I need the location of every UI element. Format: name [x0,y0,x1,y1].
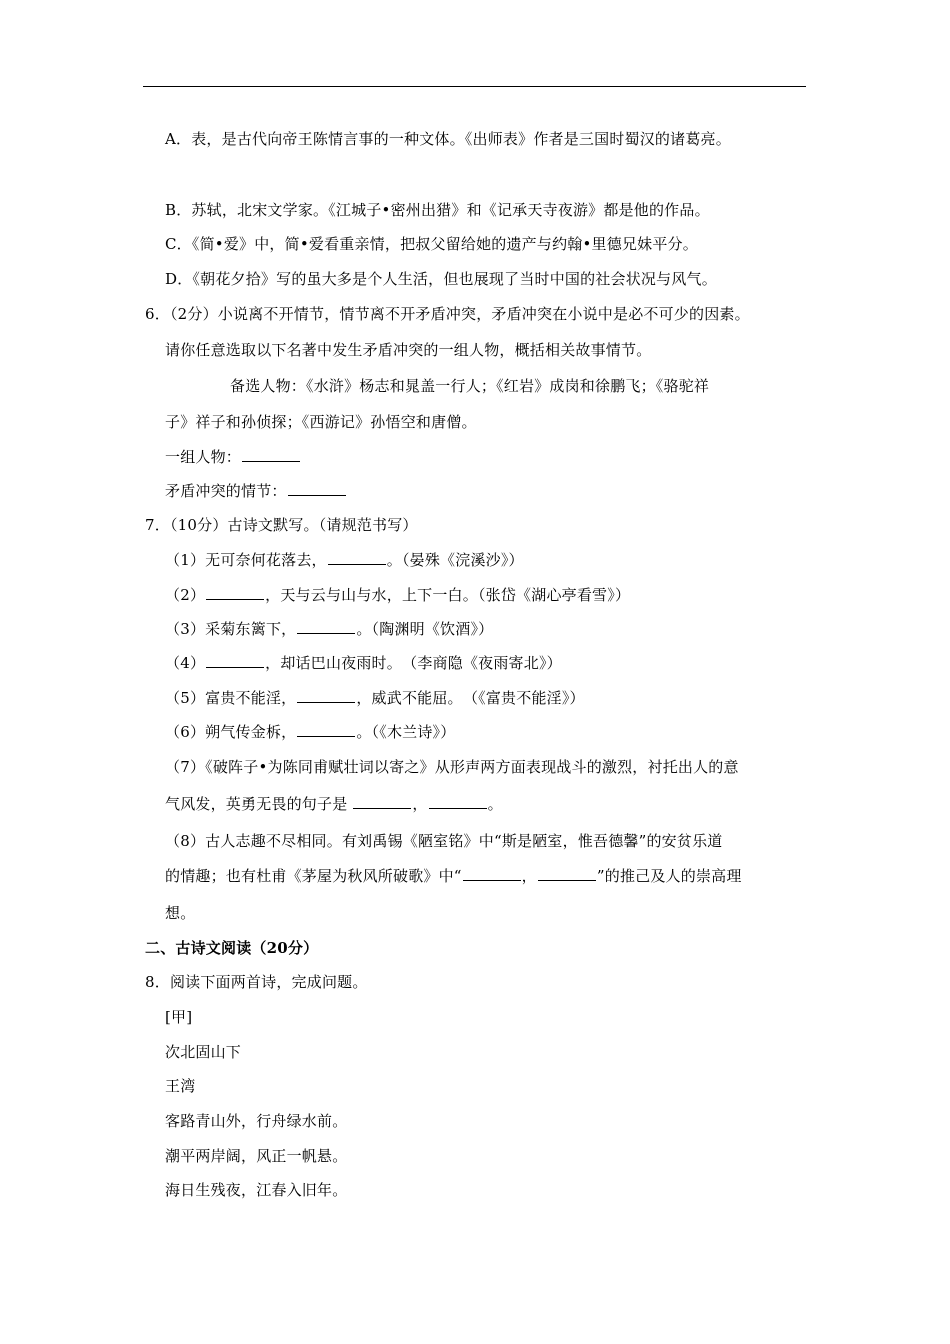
text: （4） [165,654,206,672]
text: （2） [165,586,206,604]
q6-instruction: 请你任意选取以下名著中发生矛盾冲突的一组人物，概括相关故事情节。 [165,341,652,359]
answer-blank[interactable] [429,794,487,809]
answer-blank[interactable] [353,794,411,809]
answer-blank[interactable] [328,550,386,565]
q7-item-2 [165,585,630,605]
answer-blank[interactable] [297,619,355,634]
q6-plot-line [165,481,347,501]
text: ，威武不能屈。 （《富贵不能淫》） [356,689,585,707]
text: ”的推己及人的崇高理 [596,867,742,885]
poem-title: 次北固山下 [165,1043,242,1061]
q7-title: 7．（10分）古诗文默写。（请规范书写） [145,516,418,534]
text: （3）采菊东篱下， [165,620,297,638]
answer-blank[interactable] [297,722,355,737]
q7-item-7-cont [165,794,503,814]
text: ， [521,867,537,885]
option-a: A．表，是古代向帝王陈情言事的一种文体。《出师表》作者是三国时蜀汉的诸葛亮。 [165,130,731,148]
poem-verse: 海日生残夜，江春入旧年。 [165,1181,348,1199]
q7-item-8: （8）古人志趣不尽相同。有刘禹锡《陋室铭》中“斯是陋室，惟吾德馨”的安贫乐道 [165,832,723,850]
q6-group-line [165,447,301,467]
text: 的情趣；也有杜甫《茅屋为秋风所破歌》中“ [165,867,462,885]
q7-item-7: （7）《破阵子•为陈同甫赋壮词以寄之》从形声两方面表现战斗的激烈，衬托出人的意 [165,758,739,776]
q6-group-label: 一组人物： [165,448,242,466]
option-c: C．《简•爱》中，简•爱看重亲情，把叔父留给她的遗产与约翰•里德兄妹平分。 [165,235,698,253]
section-heading: 二、古诗文阅读（20分） [145,939,319,957]
q6-plot-label: 矛盾冲突的情节： [165,482,287,500]
text: ， [412,795,428,813]
answer-blank[interactable] [538,866,596,881]
header-rule [143,86,806,87]
poem-verse: 潮平两岸阔，风正一帆悬。 [165,1147,348,1165]
text: ，却话巴山夜雨时。 （李商隐《夜雨寄北》） [265,654,562,672]
q7-item-1 [165,550,524,570]
text: （1）无可奈何花落去， [165,551,327,569]
answer-blank[interactable] [297,688,355,703]
q6-candidates: 备选人物：《水浒》杨志和晁盖一行人；《红岩》成岗和徐鹏飞；《骆驼祥 [230,377,710,395]
text: 。（陶渊明《饮酒》） [356,620,494,638]
option-d: D．《朝花夕拾》写的虽大多是个人生活，但也展现了当时中国的社会状况与风气。 [165,270,717,288]
text: 。（晏殊《浣溪沙》） [386,551,524,569]
text: 气风发，英勇无畏的句子是 [165,795,348,813]
text: （6）朔气传金柝， [165,723,297,741]
q7-item-6 [165,722,455,742]
answer-blank[interactable] [288,481,346,496]
q7-item-5 [165,688,585,708]
text: 。（《木兰诗》） [356,723,456,741]
text: （5）富贵不能淫， [165,689,297,707]
poem-author: 王湾 [165,1077,196,1095]
text: ，天与云与山与水，上下一白。（张岱《湖心亭看雪》） [265,586,631,604]
answer-blank[interactable] [206,585,264,600]
q8-stem: 8．阅读下面两首诗，完成问题。 [145,973,368,991]
poem-verse: 客路青山外，行舟绿水前。 [165,1112,348,1130]
text: 。 [487,795,503,813]
answer-blank[interactable] [463,866,521,881]
answer-blank[interactable] [242,447,300,462]
q6-stem: 6．（2分）小说离不开情节，情节离不开矛盾冲突，矛盾冲突在小说中是必不可少的因素。 [145,305,750,323]
q7-item-4 [165,653,562,673]
q6-candidates-cont: 子》祥子和孙侦探；《西游记》孙悟空和唐僧。 [165,413,477,431]
q7-item-8-cont [165,866,742,886]
poem-label: [甲] [165,1008,193,1026]
q7-item-8-end: 想。 [165,904,196,922]
q7-item-3 [165,619,493,639]
answer-blank[interactable] [206,653,264,668]
option-b: B．苏轼，北宋文学家。《江城子•密州出猎》和《记承天寺夜游》都是他的作品。 [165,201,710,219]
